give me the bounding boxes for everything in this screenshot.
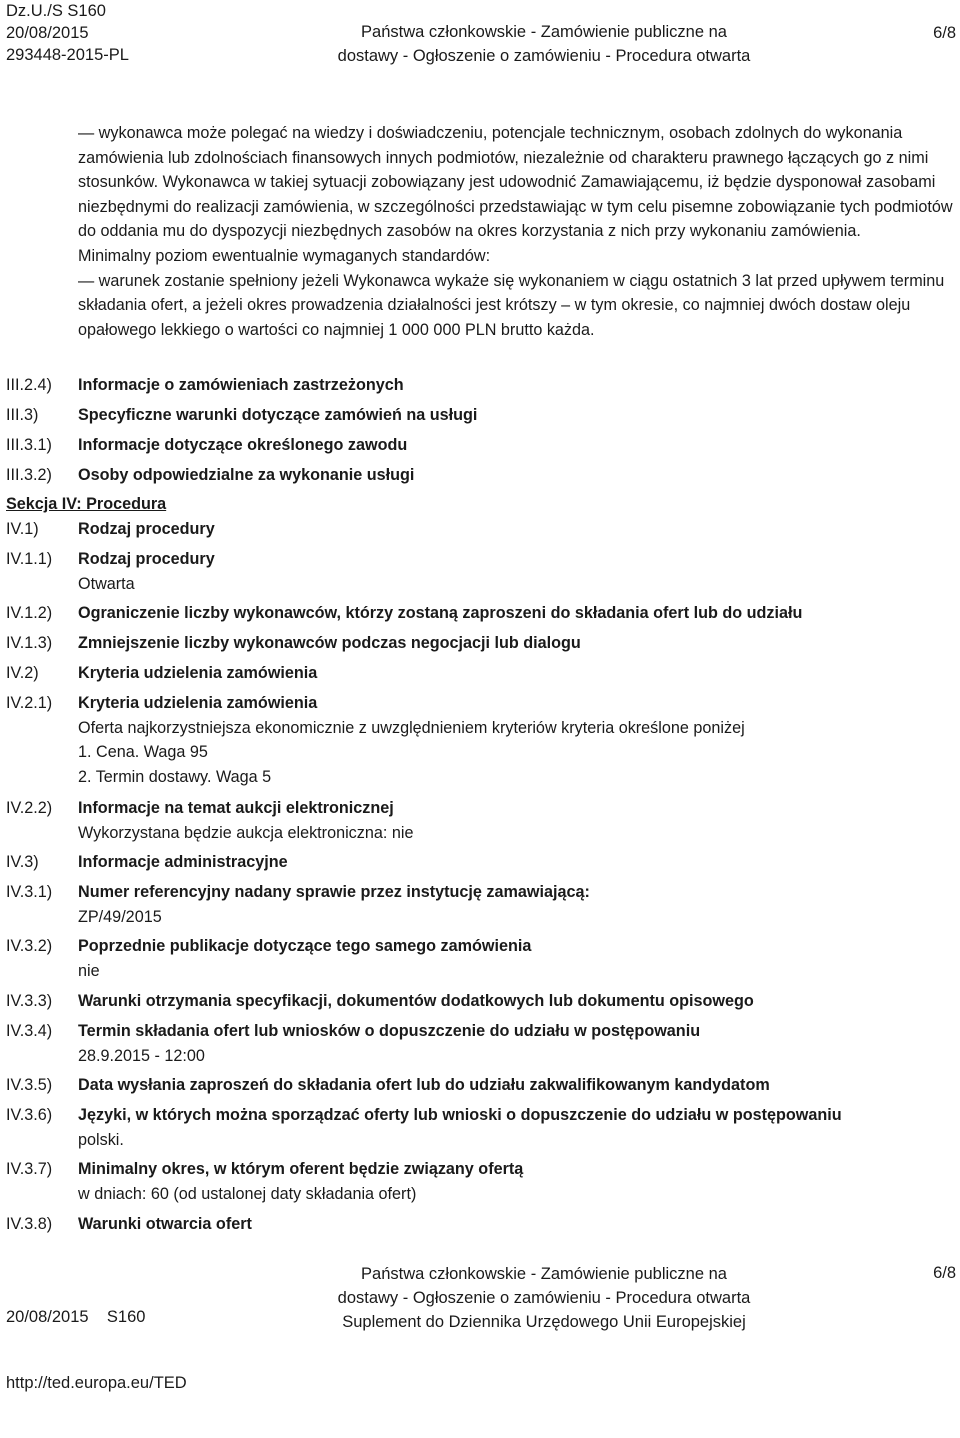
- item-value: nie: [78, 961, 100, 980]
- footer-title-line2: dostawy - Ogłoszenie o zamówieniu - Procedura otwarta: [337, 1289, 751, 1307]
- item-number: IV.3.5): [6, 1076, 53, 1094]
- item-number: IV.3.1): [6, 883, 53, 901]
- item-number: III.3.1): [6, 436, 52, 454]
- item-label: Rodzaj procedury: [78, 550, 215, 568]
- item-iv-3-6: [0, 1103, 960, 1152]
- intro-paragraph-1: — wykonawca może polegać na wiedzy i doświadczeniu, potencjale technicznym, osobach zdolnych do wykonania zamówienia lub zdolnościach finansowych innych podmiotów, niezależnie od charakteru prawnego łączących go z nimi stosunków. Wykonawca w takiej sytuacji zobowiązany jest udowodnić Zamawiającemu, iż będzie dysponował zasobami niezbędnymi do realizacji zamówienia, w szczególności przedstawiając w tym celu pisemne zobowiązanie tych podmiotów do oddania mu do dyspozycji niezbędnych zasobów na okres korzystania z nich przy wykonaniu zamówienia.: [78, 124, 953, 241]
- item-label: Informacje dotyczące określonego zawodu: [78, 436, 408, 454]
- item-number: IV.1): [6, 520, 39, 538]
- footer-url-link[interactable]: http://ted.europa.eu/TED: [6, 1374, 187, 1392]
- item-value: w dniach: 60 (od ustalonej daty składania ofert): [78, 1184, 417, 1203]
- item-label: Informacje o zamówieniach zastrzeżonych: [78, 376, 404, 394]
- item-label: Kryteria udzielenia zamówienia: [78, 694, 318, 712]
- item-value-criterion-2: 2. Termin dostawy. Waga 5: [78, 767, 272, 786]
- item-label: Języki, w których można sporządzać oferty lub wnioski o dopuszczenie do udziału w postępowaniu: [78, 1106, 842, 1124]
- item-iv-3-2: [0, 934, 960, 983]
- item-iv-2-2: [0, 796, 960, 845]
- item-number: IV.2.2): [6, 799, 53, 817]
- item-number: IV.3.3): [6, 992, 53, 1010]
- item-label: Rodzaj procedury: [78, 520, 215, 538]
- header-title-line1: Państwa członkowskie - Zamówienie publiczne na: [361, 23, 727, 41]
- item-number: IV.3): [6, 853, 39, 871]
- item-label: Specyficzne warunki dotyczące zamówień na usługi: [78, 406, 478, 424]
- item-number: III.3): [6, 406, 39, 424]
- item-iv-3-1: [0, 880, 960, 929]
- item-iv-3-7: [0, 1157, 960, 1206]
- footer-page-number: 6/8: [933, 1264, 956, 1282]
- item-label: Poprzednie publikacje dotyczące tego samego zamówienia: [78, 937, 532, 955]
- item-value: ZP/49/2015: [78, 907, 162, 926]
- item-label: Data wysłania zaproszeń do składania ofert lub do udziału zakwalifikowanym kandydatom: [78, 1076, 770, 1094]
- item-number: IV.1.3): [6, 634, 53, 652]
- header-page-number: 6/8: [933, 24, 956, 42]
- item-label: Warunki otrzymania specyfikacji, dokumentów dodatkowych lub dokumentu opisowego: [78, 992, 754, 1010]
- section-title: Sekcja IV: Procedura: [6, 495, 167, 513]
- item-number: IV.1.1): [6, 550, 53, 568]
- item-number: IV.3.4): [6, 1022, 53, 1040]
- item-value: Otwarta: [78, 574, 135, 593]
- item-label: Informacje administracyjne: [78, 853, 288, 871]
- item-number: III.3.2): [6, 466, 52, 484]
- intro-paragraph-2: Minimalny poziom ewentualnie wymaganych standardów:: [78, 246, 491, 265]
- item-label: Termin składania ofert lub wniosków o dopuszczenie do udziału w postępowaniu: [78, 1022, 701, 1040]
- journal-ref: Dz.U./S S160: [6, 2, 106, 20]
- footer-title-line3: Suplement do Dziennika Urzędowego Unii Europejskiej: [342, 1313, 746, 1331]
- item-label: Ograniczenie liczby wykonawców, którzy zostaną zaproszeni do składania ofert lub do udziału: [78, 604, 803, 622]
- item-label: Osoby odpowiedzialne za wykonanie usługi: [78, 466, 415, 484]
- item-value-criterion-1: 1. Cena. Waga 95: [78, 743, 208, 762]
- item-label: Minimalny okres, w którym oferent będzie związany ofertą: [78, 1160, 524, 1178]
- item-iv-1-1: [0, 547, 960, 596]
- item-label: Numer referencyjny nadany sprawie przez instytucję zamawiającą:: [78, 883, 590, 901]
- intro-text: [78, 121, 956, 342]
- item-label: Warunki otwarcia ofert: [78, 1215, 252, 1233]
- item-number: III.2.4): [6, 376, 52, 394]
- item-value: Oferta najkorzystniejsza ekonomicznie z uwzględnieniem kryteriów kryteria określone poniżej: [78, 718, 745, 737]
- item-number: IV.2): [6, 664, 39, 682]
- item-iv-2-1: [0, 691, 960, 789]
- item-number: IV.3.7): [6, 1160, 53, 1178]
- footer-title-line1: Państwa członkowskie - Zamówienie publiczne na: [361, 1265, 727, 1283]
- item-number: IV.3.2): [6, 937, 53, 955]
- footer-date-issue: 20/08/2015 S160: [6, 1308, 146, 1326]
- header-date: 20/08/2015: [6, 24, 89, 42]
- item-number: IV.2.1): [6, 694, 53, 712]
- item-value: Wykorzystana będzie aukcja elektroniczna: nie: [78, 823, 414, 842]
- item-value: polski.: [78, 1130, 124, 1149]
- notice-id: 293448-2015-PL: [6, 46, 129, 64]
- item-label: Informacje na temat aukcji elektronicznej: [78, 799, 394, 817]
- item-number: IV.3.6): [6, 1106, 53, 1124]
- item-number: IV.1.2): [6, 604, 53, 622]
- item-value: 28.9.2015 - 12:00: [78, 1046, 205, 1065]
- intro-paragraph-3: — warunek zostanie spełniony jeżeli Wykonawca wykaże się wykonaniem w ciągu ostatnich 3 lat przed upływem terminu składania ofert, a jeżeli okres prowadzenia działalności jest krótszy – w tym okresie, co najmniej dwóch dostaw oleju opałowego lekkiego o wartości co najmniej 1 000 000 PLN brutto każda.: [78, 271, 945, 339]
- header-title-line2: dostawy - Ogłoszenie o zamówieniu - Procedura otwarta: [337, 47, 751, 65]
- item-iv-3-4: [0, 1019, 960, 1068]
- item-label: Zmniejszenie liczby wykonawców podczas negocjacji lub dialogu: [78, 634, 581, 652]
- item-label: Kryteria udzielenia zamówienia: [78, 664, 318, 682]
- item-number: IV.3.8): [6, 1215, 53, 1233]
